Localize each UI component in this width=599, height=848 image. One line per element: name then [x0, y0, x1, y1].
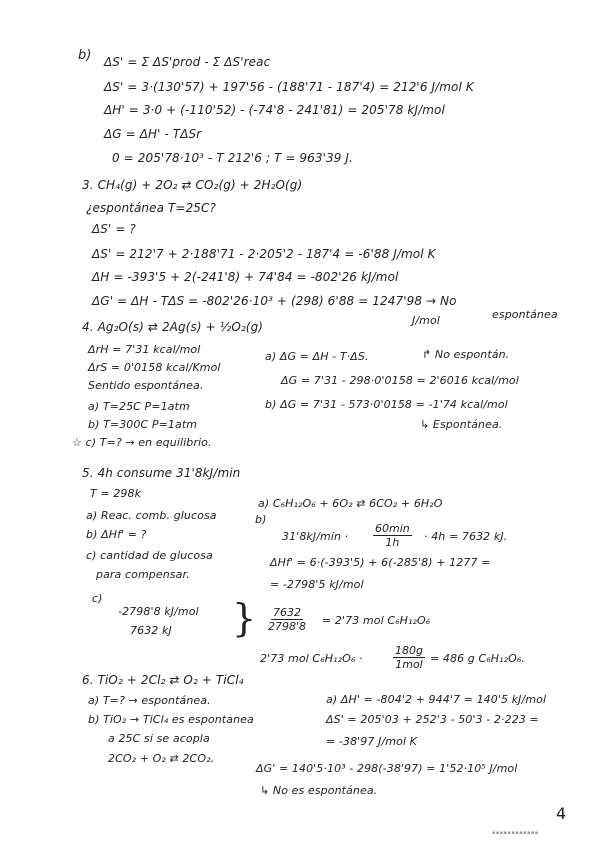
fraction-numerator: 7632: [273, 606, 302, 619]
problem-4-case-c: ☆ c) T=? → en equilibrio.: [72, 436, 212, 449]
problem-5-statement: 5. 4h consume 31'8kJ/min: [82, 466, 241, 480]
problem-5-energy-calc: 31'8kJ/min ·: [282, 530, 349, 543]
problem-5-formation-enthalpy: ΔHf' = 6·(-393'5) + 6(-285'8) + 1277 =: [270, 556, 491, 569]
problem-6-entropy-result: = -38'97 J/mol K: [326, 735, 417, 748]
problem-4-direction: Sentido espontánea.: [88, 379, 204, 392]
enthalpy-calc: ΔH' = 3·0 + (-110'52) - (-74'8 - 241'81) = 205'78 kJ/mol: [104, 103, 445, 117]
entropy-definition: ΔS' = Σ ΔS'prod - Σ ΔS'reac: [104, 55, 271, 69]
fraction-numerator: 180g: [395, 644, 423, 657]
problem-6-gibbs: ΔG' = 140'5·10³ - 298(-38'97) = 1'52·10⁵ J/mol: [256, 762, 518, 775]
problem-5-part-b: b) ΔHf' = ?: [86, 528, 147, 541]
problem-4-a-calc: ΔG = 7'31 - 298·0'0158 = 2'6016 kcal/mol: [281, 374, 519, 387]
problem-3-unit: J/mol: [412, 314, 440, 327]
problem-3-question: ¿espontánea T=25C?: [86, 201, 216, 215]
problem-6-enthalpy: a) ΔH' = -804'2 + 944'7 = 140'5 kJ/mol: [326, 693, 547, 706]
minutes-per-hour-fraction: [373, 522, 412, 549]
fraction-denominator: 1mol: [395, 658, 423, 671]
problem-3-reaction: 3. CH₄(g) + 2O₂ ⇄ CO₂(g) + 2H₂O(g): [82, 178, 303, 192]
problem-5-temperature: T = 298k: [90, 487, 142, 500]
problem-6-conclusion: ↳ No es espontánea.: [260, 784, 378, 797]
problem-4-entropy: ΔrS = 0'0158 kcal/Kmol: [88, 361, 221, 374]
problem-3-entropy-calc: ΔS' = 212'7 + 2·188'71 - 2·205'2 - 187'4 = -6'88 J/mol K: [92, 247, 436, 261]
problem-4-a-result: ↱ No espontán.: [422, 348, 510, 361]
problem-4-b-calc: b) ΔG = 7'31 - 573·0'0158 = -1'74 kcal/mol: [265, 398, 508, 411]
problem-4-gibbs-formula: a) ΔG = ΔH - T·ΔS.: [265, 350, 369, 363]
problem-4-case-a: a) T=25C P=1atm: [88, 400, 190, 413]
problem-5-mass-result: = 486 g C₆H₁₂O₆.: [430, 652, 526, 665]
problem-6-part-b-cont: a 25C si se acopla: [108, 732, 210, 745]
problem-4-case-b: b) T=300C P=1atm: [88, 418, 198, 431]
molar-mass-fraction: [393, 644, 425, 671]
problem-3-enthalpy-calc: ΔH = -393'5 + 2(-241'8) + 74'84 = -802'26 kJ/mol: [92, 270, 399, 284]
problem-3-entropy-q: ΔS' = ?: [92, 222, 136, 236]
problem-4-reaction: 4. Ag₂O(s) ⇄ 2Ag(s) + ½O₂(g): [82, 320, 264, 334]
problem-5-part-c-cont: para compensar.: [96, 568, 190, 581]
page-number: 4: [556, 804, 567, 823]
fraction-numerator: 60min: [375, 522, 410, 535]
temperature-calc: 0 = 205'78·10³ - T 212'6 ; T = 963'39 J.: [112, 151, 353, 165]
problem-5-c-enthalpy: -2798'8 kJ/mol: [118, 605, 199, 618]
problem-5-moles-result: = 2'73 mol C₆H₁₂O₆: [322, 614, 431, 627]
problem-5-part-a: a) Reac. comb. glucosa: [86, 509, 217, 522]
problem-5-energy-result: · 4h = 7632 kJ.: [424, 530, 508, 543]
problem-5-combustion: a) C₆H₁₂O₆ + 6O₂ ⇄ 6CO₂ + 6H₂O: [258, 497, 443, 510]
problem-4-enthalpy: ΔrH = 7'31 kcal/mol: [88, 343, 201, 356]
problem-5-c-energy: 7632 kJ: [130, 624, 172, 637]
entropy-calc: ΔS' = 3·(130'57) + 197'56 - (188'71 - 187'4) = 212'6 J/mol K: [104, 80, 474, 94]
problem-6-part-b: b) TiO₂ → TiCl₄ es espontanea: [88, 713, 254, 726]
fraction-denominator: 1h: [385, 536, 400, 549]
problem-6-coupled-reaction: 2CO₂ + O₂ ⇄ 2CO₂.: [108, 752, 215, 765]
problem-5-c-label: c): [92, 592, 103, 605]
problem-5-b-label: b): [255, 513, 267, 526]
part-b-label: b): [78, 48, 92, 63]
problem-6-reaction: 6. TiO₂ + 2Cl₂ ⇄ O₂ + TiCl₄: [82, 673, 244, 687]
moles-fraction: [266, 606, 308, 633]
fraction-denominator: 2798'8: [268, 620, 307, 633]
problem-6-part-a: a) T=? → espontánea.: [88, 694, 211, 707]
problem-6-entropy: ΔS' = 205'03 + 252'3 - 50'3 - 2·223 =: [326, 713, 539, 726]
problem-5-part-c: c) cantidad de glucosa: [86, 549, 213, 562]
problem-4-b-result: ↳ Espontánea.: [420, 418, 503, 431]
scan-watermark: ▪▪▪▪▪▪▪▪▪▪▪▪: [492, 830, 539, 836]
problem-5-mass-calc: 2'73 mol C₆H₁₂O₆ ·: [260, 652, 363, 665]
problem-5-formation-result: = -2798'5 kJ/mol: [270, 578, 364, 591]
gibbs-definition: ΔG = ΔH' - TΔSr: [104, 127, 202, 141]
curly-brace: }: [232, 596, 257, 640]
problem-3-result: espontánea: [492, 308, 558, 321]
problem-3-gibbs-calc: ΔG' = ΔH - TΔS = -802'26·10³ + (298) 6'88 = 1247'98 → No: [92, 294, 457, 308]
